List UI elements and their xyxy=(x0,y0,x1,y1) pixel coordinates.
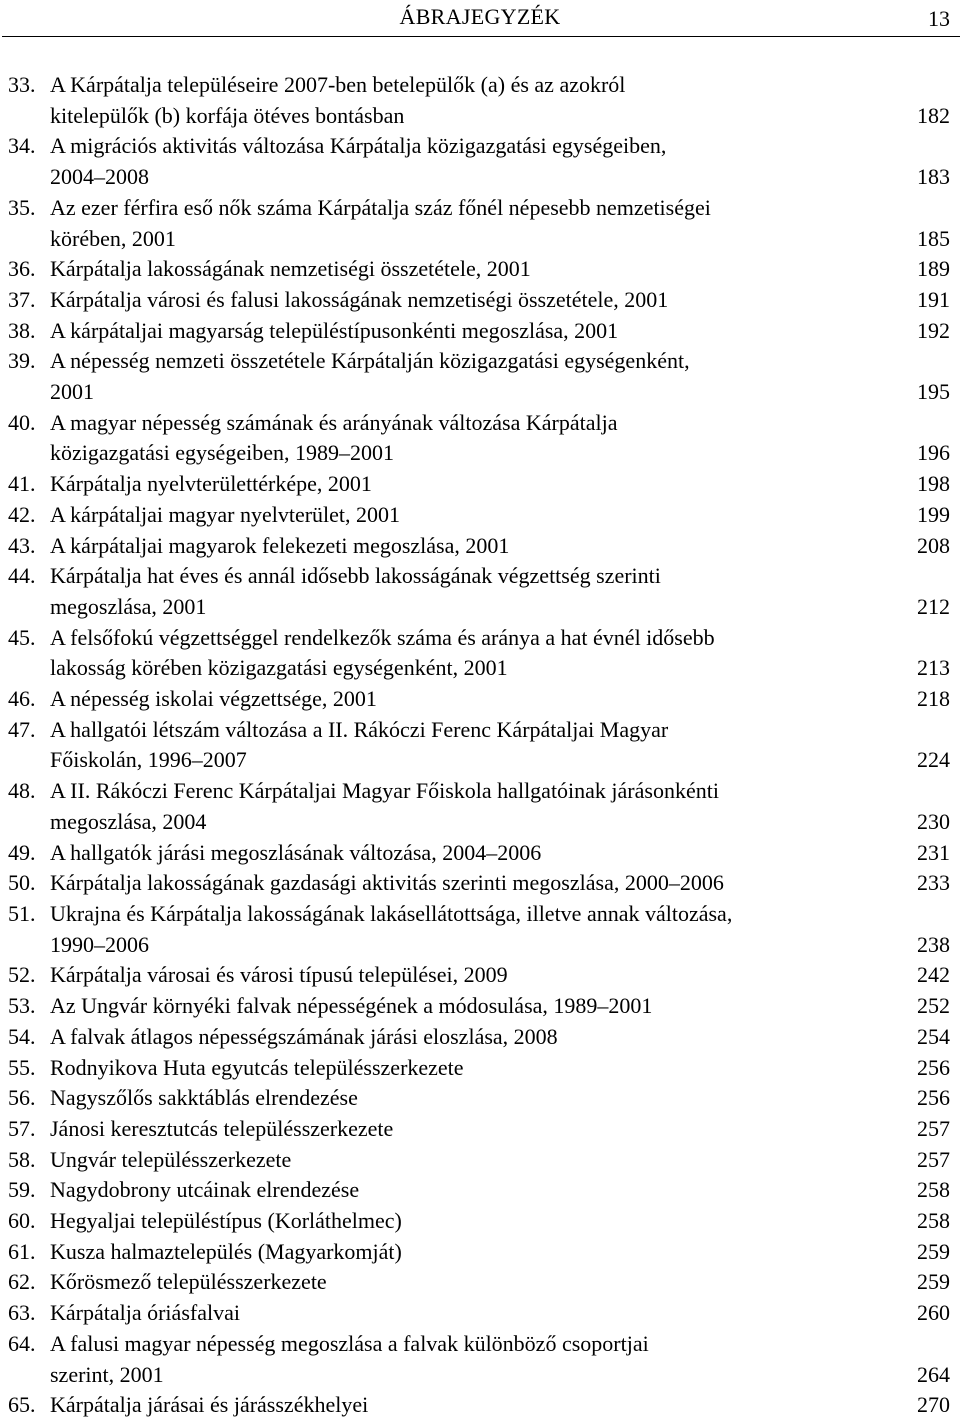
figure-entry xyxy=(0,561,960,622)
entry-page-number: 199 xyxy=(917,501,950,527)
entry-page-number: 231 xyxy=(917,839,950,865)
entry-title: A Kárpátalja településeire 2007-ben betelepülők (a) és az azokról kitelepülők (b) korfája ötéves bontásban xyxy=(50,72,626,128)
entry-page-number: 256 xyxy=(917,1085,950,1111)
entry-number: 60. xyxy=(8,1208,36,1234)
entry-title: A magyar népesség számának és arányának változása Kárpátalja közigazgatási egységeiben, 1989–2001 xyxy=(50,409,618,466)
entry-title: Kárpátalja városai és városi típusú települései, 2009 xyxy=(50,962,508,988)
entry-title: Kárpátalja járásai és járásszékhelyei xyxy=(50,1392,369,1418)
figure-entry xyxy=(0,1206,960,1237)
entry-page-number: 198 xyxy=(917,471,950,497)
figure-entry xyxy=(0,70,960,131)
figure-entry xyxy=(0,1083,960,1114)
entry-page-number: 183 xyxy=(917,164,950,190)
entry-title: Rodnyikova Huta egyutcás településszerkezete xyxy=(50,1054,464,1080)
entry-number: 41. xyxy=(8,471,36,497)
entry-number: 52. xyxy=(8,962,36,988)
entry-number: 53. xyxy=(8,993,36,1019)
entry-number: 55. xyxy=(8,1054,36,1080)
entry-page-number: 258 xyxy=(917,1208,950,1234)
entry-title: A falvak átlagos népességszámának járási eloszlása, 2008 xyxy=(50,1023,558,1049)
entry-number: 58. xyxy=(8,1146,36,1172)
entry-page-number: 256 xyxy=(917,1054,950,1080)
page-number: 13 xyxy=(928,6,950,31)
figure-entry xyxy=(0,1022,960,1053)
page-header-title: ÁBRAJEGYZÉK xyxy=(399,4,561,29)
entry-number: 49. xyxy=(8,839,36,865)
entry-page-number: 254 xyxy=(917,1023,950,1049)
figure-entry xyxy=(0,131,960,192)
entry-page-number: 230 xyxy=(917,808,950,834)
entry-number: 36. xyxy=(8,256,36,282)
figure-entry xyxy=(0,469,960,500)
entry-number: 34. xyxy=(8,133,36,159)
entry-page-number: 259 xyxy=(917,1269,950,1295)
entry-page-number: 264 xyxy=(917,1361,950,1387)
entry-number: 42. xyxy=(8,501,36,527)
entry-title: Nagydobrony utcáinak elrendezése xyxy=(50,1177,360,1203)
entry-page-number: 213 xyxy=(917,655,950,681)
entry-page-number: 224 xyxy=(917,747,950,773)
entry-title: A migrációs aktivitás változása Kárpátalja közigazgatási egységeiben, 2004–2008 xyxy=(50,133,667,190)
entry-page-number: 259 xyxy=(917,1238,950,1264)
header-divider xyxy=(2,36,960,37)
entry-page-number: 242 xyxy=(917,962,950,988)
entry-number: 64. xyxy=(8,1330,36,1356)
entry-page-number: 189 xyxy=(917,256,950,282)
entry-title: Az ezer férfira eső nők száma Kárpátalja száz főnél népesebb nemzetiségei körében, 2001 xyxy=(50,194,711,251)
entry-title: Kárpátalja óriásfalvai xyxy=(50,1300,240,1326)
entry-title: A kárpátaljai magyar nyelvterület, 2001 xyxy=(50,501,401,527)
entry-page-number: 185 xyxy=(917,225,950,251)
entry-title: Kárpátalja lakosságának gazdasági aktivitás szerinti megoszlása, 2000–2006 xyxy=(50,870,724,896)
entry-page-number: 212 xyxy=(917,593,950,619)
entry-page-number: 258 xyxy=(917,1177,950,1203)
entry-title: A hallgatók járási megoszlásának változása, 2004–2006 xyxy=(50,839,542,865)
figure-entry xyxy=(0,1145,960,1176)
figure-entry xyxy=(0,285,960,316)
figure-entry xyxy=(0,991,960,1022)
figure-entry xyxy=(0,1053,960,1084)
entry-title: Kárpátalja nyelvterülettérképe, 2001 xyxy=(50,471,372,497)
entry-page-number: 260 xyxy=(917,1300,950,1326)
entry-number: 33. xyxy=(8,72,36,97)
entry-number: 54. xyxy=(8,1023,36,1049)
figure-entry xyxy=(0,1329,960,1390)
entry-title: A kárpátaljai magyarság településtípusonkénti megoszlása, 2001 xyxy=(50,317,619,343)
figure-entry xyxy=(0,408,960,469)
figure-entry xyxy=(0,960,960,991)
entry-title: Kárpátalja városi és falusi lakosságának nemzetiségi összetétele, 2001 xyxy=(50,286,669,312)
entry-title: A kárpátaljai magyarok felekezeti megoszlása, 2001 xyxy=(50,532,510,558)
entry-page-number: 191 xyxy=(917,286,950,312)
entry-page-number: 270 xyxy=(917,1392,950,1418)
entry-number: 57. xyxy=(8,1115,36,1141)
entry-title: A falusi magyar népesség megoszlása a falvak különböző csoportjai szerint, 2001 xyxy=(50,1330,649,1387)
figure-entry xyxy=(0,1267,960,1298)
entry-number: 35. xyxy=(8,194,36,220)
entry-number: 63. xyxy=(8,1300,36,1326)
entry-number: 43. xyxy=(8,532,36,558)
entry-number: 62. xyxy=(8,1269,36,1295)
entry-title: Jánosi keresztutcás településszerkezete xyxy=(50,1115,394,1141)
entry-number: 37. xyxy=(8,286,36,312)
entry-page-number: 257 xyxy=(917,1115,950,1141)
entry-number: 44. xyxy=(8,563,36,589)
entry-title: Ukrajna és Kárpátalja lakosságának lakásellátottsága, illetve annak változása, 1990–2006 xyxy=(50,900,733,957)
figure-entry xyxy=(0,531,960,562)
entry-title: Az Ungvár környéki falvak népességének a módosulása, 1989–2001 xyxy=(50,993,653,1019)
entry-title: Kőrösmező településszerkezete xyxy=(50,1269,327,1295)
entry-page-number: 196 xyxy=(917,440,950,466)
figure-entry xyxy=(0,684,960,715)
entry-title: Nagyszőlős sakktáblás elrendezése xyxy=(50,1085,358,1111)
entry-page-number: 233 xyxy=(917,870,950,896)
entry-number: 46. xyxy=(8,686,36,712)
entry-number: 61. xyxy=(8,1238,36,1264)
entry-page-number: 238 xyxy=(917,931,950,957)
figure-entry xyxy=(0,1114,960,1145)
figure-entry xyxy=(0,899,960,960)
entry-title: A népesség iskolai végzettsége, 2001 xyxy=(50,686,377,712)
entry-number: 47. xyxy=(8,716,36,742)
entry-number: 45. xyxy=(8,624,36,650)
entry-title: A hallgatói létszám változása a II. Rákóczi Ferenc Kárpátaljai Magyar Főiskolán, 1996–2007 xyxy=(50,716,669,773)
figure-entry xyxy=(0,316,960,347)
entry-title: Kárpátalja lakosságának nemzetiségi összetétele, 2001 xyxy=(50,256,531,282)
figure-entry xyxy=(0,193,960,254)
entry-page-number: 192 xyxy=(917,317,950,343)
entry-page-number: 208 xyxy=(917,532,950,558)
entry-title: Hegyaljai településtípus (Korláthelmec) xyxy=(50,1208,402,1234)
figure-entry xyxy=(0,1390,960,1421)
figure-entry xyxy=(0,776,960,837)
entry-title: Kusza halmaztelepülés (Magyarkomját) xyxy=(50,1238,402,1264)
entry-title: A népesség nemzeti összetétele Kárpátalján közigazgatási egységenként, 2001 xyxy=(50,348,690,405)
entry-title: A II. Rákóczi Ferenc Kárpátaljai Magyar Főiskola hallgatóinak járásonkénti megoszlása, 2004 xyxy=(50,778,719,834)
entry-page-number: 182 xyxy=(917,102,950,128)
entry-page-number: 195 xyxy=(917,379,950,405)
entry-title: A felsőfokú végzettséggel rendelkezők száma és aránya a hat évnél idősebb lakosság körében közigazgatási egységenként, 2001 xyxy=(50,624,715,681)
figure-entry xyxy=(0,254,960,285)
figure-entry xyxy=(0,715,960,776)
page-header xyxy=(0,0,960,36)
figure-entry xyxy=(0,1237,960,1268)
entry-title: Kárpátalja hat éves és annál idősebb lakosságának végzettség szerinti megoszlása, 2001 xyxy=(50,563,661,619)
entry-number: 38. xyxy=(8,317,36,343)
entry-number: 48. xyxy=(8,778,36,804)
entry-page-number: 252 xyxy=(917,993,950,1019)
entry-number: 56. xyxy=(8,1085,36,1111)
entry-title: Ungvár településszerkezete xyxy=(50,1146,292,1172)
entry-page-number: 257 xyxy=(917,1146,950,1172)
figure-entry xyxy=(0,868,960,899)
figure-entry xyxy=(0,1298,960,1329)
entry-number: 51. xyxy=(8,900,36,926)
figure-entry xyxy=(0,838,960,869)
entry-number: 59. xyxy=(8,1177,36,1203)
entry-page-number: 218 xyxy=(917,686,950,712)
entry-number: 40. xyxy=(8,409,36,435)
entry-number: 39. xyxy=(8,348,36,374)
entry-number: 50. xyxy=(8,870,36,896)
figure-entry xyxy=(0,500,960,531)
figure-list xyxy=(0,70,960,1421)
figure-entry xyxy=(0,623,960,684)
figure-entry xyxy=(0,1175,960,1206)
entry-number: 65. xyxy=(8,1392,36,1418)
figure-entry xyxy=(0,346,960,407)
